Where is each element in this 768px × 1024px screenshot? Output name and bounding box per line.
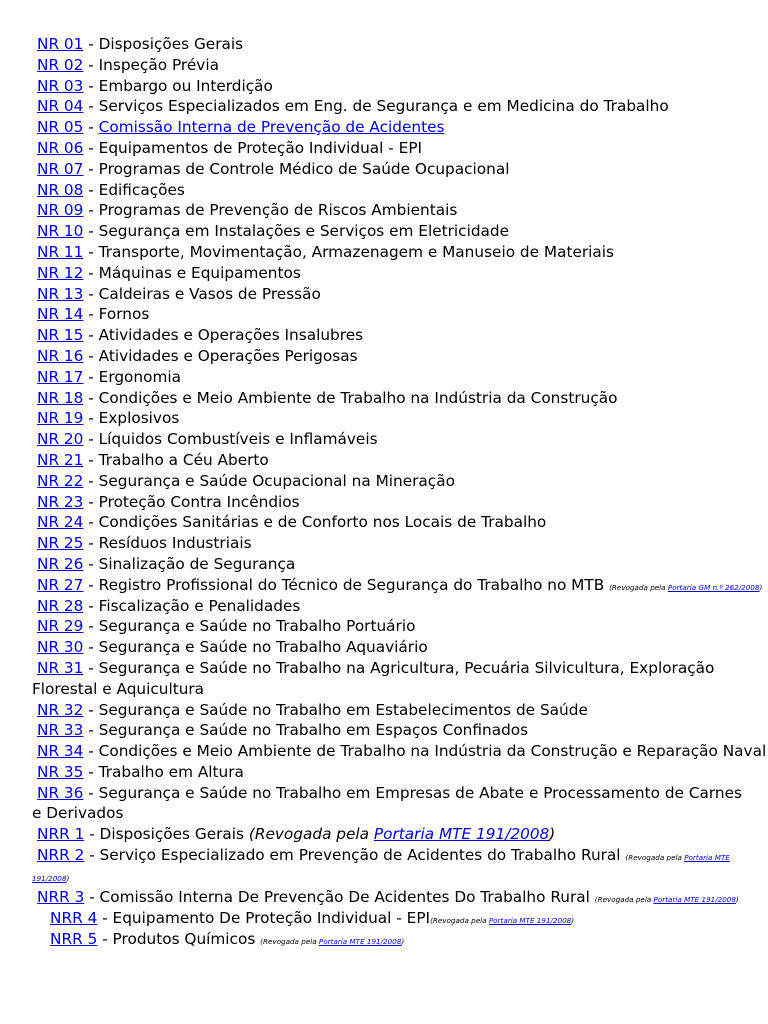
portaria-link[interactable]: Portaria MTE 191/2008 (373, 825, 550, 844)
portaria-link[interactable]: Portaria MTE 191/2008 (32, 853, 730, 884)
item-title: Registro Profissional do Técnico de Segurança do Trabalho no MTB (98, 575, 605, 594)
nr-link[interactable]: NR 10 (37, 222, 84, 241)
nr-link[interactable]: NR 13 (37, 284, 84, 303)
nr-link[interactable]: NR 24 (37, 513, 84, 532)
nr-link[interactable]: NR 29 (37, 617, 84, 636)
item-title: Proteção Contra Incêndios (98, 492, 300, 511)
item-title: Serviços Especializados em Eng. de Segurança e em Medicina do Trabalho (98, 97, 669, 116)
nr-link[interactable]: NR 07 (37, 159, 84, 178)
item-title: Produtos Químicos (112, 930, 261, 949)
nr-link[interactable]: NR 03 (37, 76, 84, 95)
item-title: Inspeção Prévia (98, 55, 219, 74)
item-title: Segurança em Instalações e Serviços em Eletricidade (98, 222, 510, 241)
item-title: Condições Sanitárias e de Conforto nos Locais de Trabalho (98, 513, 547, 532)
item-title: Atividades e Operações Insalubres (98, 326, 364, 345)
list-item: NR 17 - Ergonomia (37, 367, 181, 386)
nrr-link[interactable]: NRR 2 (37, 846, 85, 865)
list-item: NR 20 - Líquidos Combustíveis e Inflamáveis (37, 430, 378, 449)
item-title: Segurança e Saúde no Trabalho em Estabelecimentos de Saúde (98, 700, 588, 719)
item-title: Líquidos Combustíveis e Inflamáveis (98, 430, 378, 449)
list-item: NR 14 - Fornos (37, 305, 150, 324)
nr-link[interactable]: NR 08 (37, 180, 84, 199)
revocation-note: (Revogada pela Portaria MTE 191/2008) (430, 916, 575, 926)
nr-link[interactable]: NR 16 (37, 346, 84, 365)
item-title: Trabalho em Altura (98, 762, 244, 781)
list-item-nrr: NRR 1 - Disposições Gerais (Revogada pela Portaria MTE 191/2008) (37, 825, 556, 844)
revocation-note: (Revogada pela Portaria GM n.º 262/2008) (609, 582, 763, 592)
list-item: NR 26 - Sinalização de Segurança (37, 554, 296, 573)
list-item: NR 07 - Programas de Controle Médico de Saúde Ocupacional (37, 159, 510, 178)
list-item: NR 12 - Máquinas e Equipamentos (37, 263, 301, 282)
list-item: NR 18 - Condições e Meio Ambiente de Trabalho na Indústria da Construção (37, 388, 618, 407)
item-title: Caldeiras e Vasos de Pressão (98, 284, 321, 303)
nr-link[interactable]: NR 28 (37, 596, 84, 615)
list-item: NR 25 - Resíduos Industriais (37, 534, 252, 553)
item-title: Ergonomia (98, 367, 181, 386)
nr-link[interactable]: NR 33 (37, 721, 84, 740)
item-title: Segurança e Saúde no Trabalho Portuário (98, 617, 416, 636)
item-title: Explosivos (98, 409, 180, 428)
list-item: NR 23 - Proteção Contra Incêndios (37, 492, 300, 511)
item-title: Segurança e Saúde no Trabalho em Empresas de Abate e Processamento de Carnes e Derivados (32, 783, 742, 823)
item-title: Transporte, Movimentação, Armazenagem e Manuseio de Materiais (98, 242, 615, 261)
item-title-link[interactable]: Comissão Interna de Prevenção de Acidentes (98, 118, 445, 137)
item-title: Edificações (98, 180, 185, 199)
list-item: NR 32 - Segurança e Saúde no Trabalho em Estabelecimentos de Saúde (37, 700, 588, 719)
list-item: NR 34 - Condições e Meio Ambiente de Trabalho na Indústria da Construção e Reparação Naval (37, 742, 767, 761)
nr-link[interactable]: NR 23 (37, 492, 84, 511)
revocation-note: (Revogada pela Portaria MTE 191/2008) (248, 825, 556, 844)
list-item: NR 13 - Caldeiras e Vasos de Pressão (37, 284, 321, 303)
nr-link[interactable]: NR 11 (37, 242, 84, 261)
list-item: NR 36 - Segurança e Saúde no Trabalho em Empresas de Abate e Processamento de Carnes e Derivados (32, 783, 742, 823)
nrr-link[interactable]: NRR 5 (50, 930, 98, 949)
nr-link[interactable]: NR 02 (37, 55, 84, 74)
list-item: NR 03 - Embargo ou Interdição (37, 76, 273, 95)
nr-link[interactable]: NR 20 (37, 430, 84, 449)
list-item: NR 09 - Programas de Prevenção de Riscos Ambientais (37, 201, 458, 220)
list-item: NR 05 - Comissão Interna de Prevenção de Acidentes (37, 118, 445, 137)
nr-link[interactable]: NR 36 (37, 783, 84, 802)
list-item-nrr: NRR 2 - Serviço Especializado em Prevenção de Acidentes do Trabalho Rural (Revogada pela Portaria MTE 191/2008) (32, 846, 730, 884)
document-body (32, 34, 767, 950)
nrr-link[interactable]: NRR 4 (50, 909, 98, 928)
nr-link[interactable]: NR 26 (37, 554, 84, 573)
nr-link[interactable]: NR 21 (37, 450, 84, 469)
nrr-link[interactable]: NRR 1 (37, 825, 85, 844)
revocation-note: (Revogada pela Portaria MTE 191/2008) (260, 937, 405, 947)
list-item: NR 19 - Explosivos (37, 409, 180, 428)
nr-link[interactable]: NR 14 (37, 305, 84, 324)
item-title: Sinalização de Segurança (98, 554, 296, 573)
portaria-link[interactable]: Portaria GM n.º 262/2008 (667, 582, 760, 592)
nr-link[interactable]: NR 18 (37, 388, 84, 407)
list-item: NR 24 - Condições Sanitárias e de Conforto nos Locais de Trabalho (37, 513, 547, 532)
item-title: Comissão Interna De Prevenção De Acidentes Do Trabalho Rural (99, 888, 595, 907)
nr-link[interactable]: NR 15 (37, 326, 84, 345)
nr-link[interactable]: NR 35 (37, 762, 84, 781)
nr-link[interactable]: NR 01 (37, 35, 84, 53)
list-item: NR 22 - Segurança e Saúde Ocupacional na Mineração (37, 471, 455, 490)
list-item-nrr: NRR 5 - Produtos Químicos (Revogada pela Portaria MTE 191/2008) (50, 930, 405, 949)
list-item: NR 15 - Atividades e Operações Insalubres (37, 326, 364, 345)
list-item: NR 35 - Trabalho em Altura (37, 762, 244, 781)
revocation-note: (Revogada pela Portaria MTE 191/2008) (594, 895, 739, 905)
item-title: Segurança e Saúde no Trabalho em Espaços Confinados (98, 721, 529, 740)
nr-link[interactable]: NR 22 (37, 471, 84, 490)
list-item: NR 16 - Atividades e Operações Perigosas (37, 346, 358, 365)
item-title: Máquinas e Equipamentos (98, 263, 301, 282)
nr-link[interactable]: NR 25 (37, 534, 84, 553)
nr-link[interactable]: NR 32 (37, 700, 84, 719)
list-item-nrr: NRR 4 - Equipamento De Proteção Individual - EPI(Revogada pela Portaria MTE 191/2008) (50, 909, 575, 928)
list-item-nrr: NRR 3 - Comissão Interna De Prevenção De Acidentes Do Trabalho Rural (Revogada pela Portaria MTE 191/2008) (37, 888, 739, 907)
nr-link[interactable]: NR 04 (37, 97, 84, 116)
list-item: NR 04 - Serviços Especializados em Eng. de Segurança e em Medicina do Trabalho (37, 97, 669, 116)
list-item: NR 31 - Segurança e Saúde no Trabalho na Agricultura, Pecuária Silvicultura, Exploração Florestal e Aquicultura (32, 658, 715, 698)
item-title: Segurança e Saúde Ocupacional na Mineração (98, 471, 455, 490)
item-title: Fornos (98, 305, 150, 324)
portaria-link[interactable]: Portaria MTE 191/2008 (318, 937, 402, 947)
item-title: Serviço Especializado em Prevenção de Acidentes do Trabalho Rural (99, 846, 626, 865)
revocation-note: (Revogada pela Portaria MTE 191/2008) (32, 853, 730, 884)
nrr-link[interactable]: NRR 3 (37, 888, 85, 907)
nr-link[interactable]: NR 31 (37, 658, 84, 677)
list-item: NR 21 - Trabalho a Céu Aberto (37, 450, 269, 469)
list-item: NR 01 - Disposições Gerais (37, 35, 244, 53)
nr-link[interactable]: NR 17 (37, 367, 84, 386)
list-item: NR 10 - Segurança em Instalações e Serviços em Eletricidade (37, 222, 510, 241)
list-item: NR 33 - Segurança e Saúde no Trabalho em Espaços Confinados (37, 721, 529, 740)
item-title: Equipamentos de Proteção Individual - EPI (98, 138, 423, 157)
item-title: Disposições Gerais (99, 825, 249, 844)
item-title: Programas de Controle Médico de Saúde Ocupacional (98, 159, 510, 178)
item-title: Disposições Gerais (98, 35, 244, 53)
portaria-link[interactable]: Portaria MTE 191/2008 (488, 916, 572, 926)
nr-link[interactable]: NR 09 (37, 201, 84, 220)
portaria-link[interactable]: Portaria MTE 191/2008 (653, 895, 736, 905)
nr-link[interactable]: NR 30 (37, 638, 84, 657)
nr-link[interactable]: NR 06 (37, 138, 84, 157)
list-item: NR 28 - Fiscalização e Penalidades (37, 596, 301, 615)
nr-link[interactable]: NR 34 (37, 742, 84, 761)
nr-link[interactable]: NR 12 (37, 263, 84, 282)
list-item: NR 27 - Registro Profissional do Técnico de Segurança do Trabalho no MTB (Revogada pela Portaria GM n.º 262/2008) (37, 575, 763, 594)
item-title: Fiscalização e Penalidades (98, 596, 301, 615)
item-title: Trabalho a Céu Aberto (98, 450, 269, 469)
item-title: Segurança e Saúde no Trabalho na Agricultura, Pecuária Silvicultura, Exploração Florestal e Aquicultura (32, 658, 715, 698)
item-title: Resíduos Industriais (98, 534, 252, 553)
list-item: NR 11 - Transporte, Movimentação, Armazenagem e Manuseio de Materiais (37, 242, 615, 261)
nr-link[interactable]: NR 05 (37, 118, 84, 137)
item-title: Programas de Prevenção de Riscos Ambientais (98, 201, 458, 220)
nr-link[interactable]: NR 19 (37, 409, 84, 428)
item-title: Embargo ou Interdição (98, 76, 273, 95)
item-title: Segurança e Saúde no Trabalho Aquaviário (98, 638, 428, 657)
nr-link[interactable]: NR 27 (37, 575, 84, 594)
list-item: NR 06 - Equipamentos de Proteção Individual - EPI (37, 138, 423, 157)
list-item: NR 02 - Inspeção Prévia (37, 55, 219, 74)
list-item: NR 30 - Segurança e Saúde no Trabalho Aquaviário (37, 638, 428, 657)
item-title: Equipamento De Proteção Individual - EPI (112, 909, 431, 928)
item-title: Condições e Meio Ambiente de Trabalho na Indústria da Construção (98, 388, 618, 407)
list-item: NR 08 - Edificações (37, 180, 185, 199)
list-item: NR 29 - Segurança e Saúde no Trabalho Portuário (37, 617, 416, 636)
item-title: Condições e Meio Ambiente de Trabalho na Indústria da Construção e Reparação Naval (98, 742, 767, 761)
item-title: Atividades e Operações Perigosas (98, 346, 358, 365)
